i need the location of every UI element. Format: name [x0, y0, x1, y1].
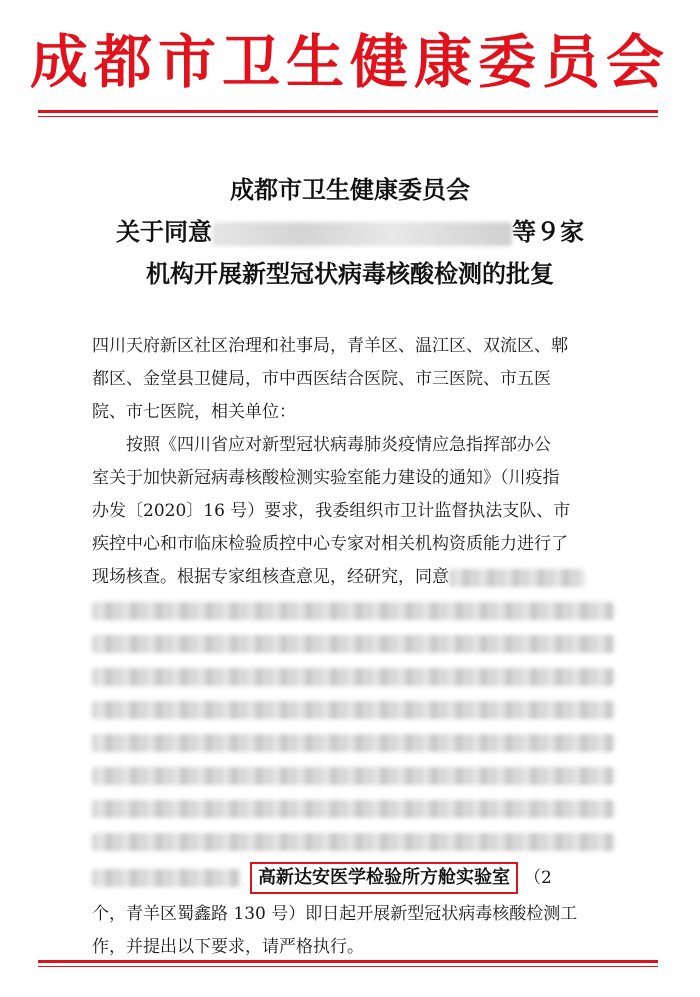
redacted-text	[92, 869, 240, 887]
doc-title-line2-suffix: 等９家	[512, 217, 584, 246]
redacted-text	[92, 833, 614, 851]
redacted-line	[92, 726, 614, 759]
redacted-text	[92, 734, 614, 752]
redacted-text	[92, 701, 614, 719]
doc-title-line2-prefix: 关于同意	[116, 217, 212, 246]
redacted-line	[92, 759, 614, 792]
redacted-text	[449, 569, 585, 587]
closing-line: 作，并提出以下要求，请严格执行。	[92, 937, 364, 957]
paragraph-line	[92, 561, 614, 594]
highlight-trailing-text: （2	[524, 867, 552, 888]
letterhead-rule-top	[38, 110, 658, 113]
redacted-text	[92, 668, 614, 686]
paragraph-line: 办发〔2020〕16 号）要求，我委组织市卫计监督执法支队、市	[92, 501, 571, 521]
redacted-line	[92, 627, 614, 660]
redacted-text	[92, 635, 614, 653]
redacted-line	[92, 594, 614, 627]
redacted-line	[92, 825, 614, 858]
footer-rule-thin	[38, 966, 658, 967]
letterhead-title: 成都市卫生健康委员会	[29, 28, 670, 96]
paragraph-line: 疾控中心和市临床检验质控中心专家对相关机构资质能力进行了	[92, 534, 568, 554]
redacted-text	[92, 800, 614, 818]
addressee-line: 院、市七医院，相关单位：	[92, 402, 296, 422]
doc-title-line3: 机构开展新型冠状病毒核酸检测的批复	[146, 259, 554, 288]
addressee-line: 四川天府新区社区治理和社事局，青羊区、温江区、双流区、郫	[92, 336, 568, 356]
redacted-text	[92, 767, 614, 785]
paragraph-line: 室关于加快新冠病毒核酸检测实验室能力建设的通知》（川疫指	[92, 468, 560, 488]
closing-line: 个，青羊区蜀鑫路 130 号）即日起开展新型冠状病毒核酸检测工	[92, 904, 578, 924]
redacted-text	[92, 602, 614, 620]
paragraph-line: 按照《四川省应对新型冠状病毒肺炎疫情应急指挥部办公	[126, 435, 551, 455]
letter-body	[92, 330, 614, 964]
addressee-line: 都区、金堂县卫健局，市中西医结合医院、市三医院、市五医	[92, 369, 551, 389]
redacted-line	[92, 792, 614, 825]
letterhead-rule-top-thin	[38, 116, 658, 117]
redacted-line	[92, 693, 614, 726]
redacted-title-institution	[212, 222, 512, 246]
highlighted-lab-name: 高新达安医学检验所方舱实验室	[250, 862, 518, 894]
highlight-line	[92, 858, 614, 898]
redacted-line	[92, 660, 614, 693]
footer-rule	[38, 960, 658, 963]
doc-title-line2	[0, 214, 700, 250]
doc-title-line1: 成都市卫生健康委员会	[230, 175, 470, 204]
paragraph-line-text: 现场核查。根据专家组核查意见，经研究，同意	[92, 567, 449, 587]
